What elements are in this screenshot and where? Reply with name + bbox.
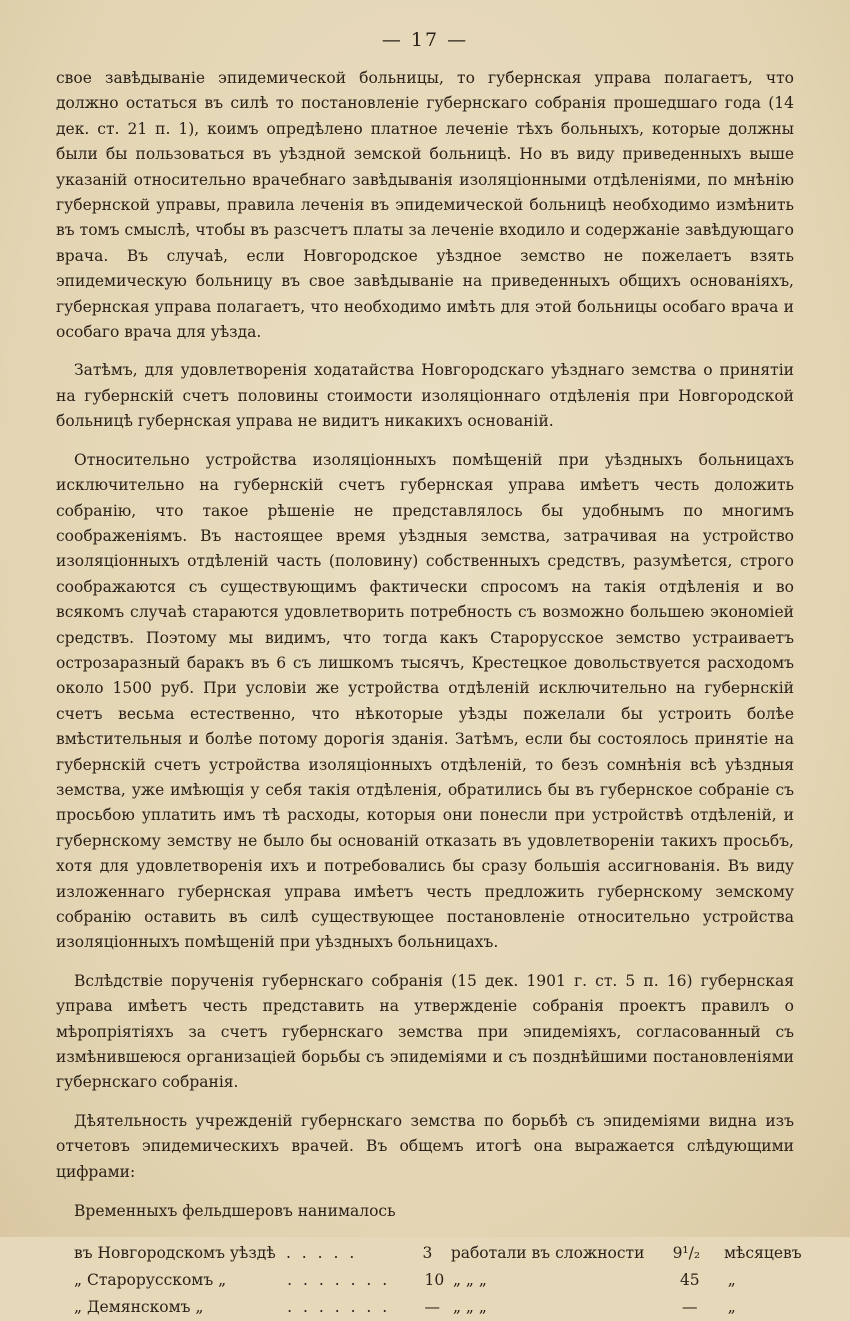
stats-months: —: [682, 1298, 698, 1317]
stats-unit: „: [727, 1298, 736, 1317]
stats-months: 9¹/₂: [672, 1244, 701, 1263]
paragraph-3: Относительно устройства изоляціонныхъ помѣщеній при уѣздныхъ больницахъ исключительно на губернскій счетъ губернская управа имѣетъ честь доложить собранію, что такое рѣшеніе не представлялось бы удобнымъ по многимъ соображеніямъ. Въ настоящее время уѣздныя земства, затрачивая на устройство изоляціонныхъ отдѣленій часть (половину) собственныхъ средствъ, разумѣется, строго соображаются съ существующимъ фактически спросомъ на такія отдѣленія и во всякомъ случаѣ стараются удовлетворить потребность съ возможно большею экономіей средствъ. Поэтому мы видимъ, что тогда какъ Старорусское земство устраиваетъ острозаразный баракъ въ 6 съ лишкомъ тысячъ, Крестецкое довольствуется расходомъ около 1500 руб. При условіи же устройства отдѣленій исключительно на губернскій счетъ весьма естественно, что нѣкоторые уѣзды пожелали бы устроить болѣе вмѣстительныя и болѣе потому дорогія зданія. Затѣмъ, если бы состоялось принятіе на губернскій счетъ устройства изоляціонныхъ отдѣленій, то безъ сомнѣнія всѣ уѣздныя земства, уже имѣющія у себя такія отдѣленія, обратились бы въ губернское собраніе съ просьбою уплатить имъ тѣ расходы, которыя они понесли при устройствѣ отдѣленій, и губернскому земству не было бы основаній отказать въ удовлетвореніи такихъ просьбъ, хотя для удовлетворенія ихъ и потребовались бы сразу большія ассигнованія. Въ виду изложеннаго губернская управа имѣетъ честь предложить губернскому земскому собранію оставить въ силѣ существующее постановленіе относительно устройства изоляціонныхъ помѣщеній при уѣздныхъ больницахъ.: [56, 450, 794, 952]
stats-row: [74, 1294, 794, 1321]
stats-unit: „: [727, 1271, 736, 1290]
paragraph-1: свое завѣдываніе эпидемической больницы, то губернская управа полагаетъ, что должно остаться въ силѣ то постановленіе губернскаго собранія прошедшаго года (14 дек. ст. 21 п. 1), коимъ опредѣлено платное леченіе тѣхъ больныхъ, которые должны были бы пользоваться въ уѣздной земской больницѣ. Но въ виду приведенныхъ выше указаній относительно врачебнаго завѣдыванія изоляціонными отдѣленіями, по мнѣнію губернской управы, правила леченія въ эпидемической больницѣ необходимо измѣнить въ томъ смыслѣ, чтобы въ разсчетъ платы за леченіе входило и содержаніе завѣдующаго врача. Въ случаѣ, если Новгородское уѣздное земство не пожелаетъ взять эпидемическую больницу въ свое завѣдываніе на приведенныхъ общихъ основаніяхъ, губернская управа полагаетъ, что необходимо имѣть для этой больницы особаго врача и особаго врача для уѣзда.: [56, 69, 794, 342]
stats-worked: „ „ „: [452, 1298, 487, 1317]
stats-leader-dots: . . . . .: [285, 1244, 358, 1263]
stats-worked: „ „ „: [452, 1271, 487, 1290]
paragraph-5: Дѣятельность учрежденій губернскаго земства по борьбѣ съ эпидеміями видна изъ отчетовъ эпидемическихъ врачей. Въ общемъ итогѣ она выражается слѣдующими цифрами:: [56, 1111, 794, 1181]
stats-months: 45: [679, 1271, 700, 1290]
paragraph-2: Затѣмъ, для удовлетворенія ходатайства Новгородскаго уѣзднаго земства о принятіи на губернскій счетъ половины стоимости изоляціоннаго отдѣленія при Новгородской больницѣ губернская управа не видитъ никакихъ основаній.: [56, 361, 794, 431]
stats-worked: работали въ сложности: [450, 1244, 645, 1263]
stats-district: въ Новгородскомъ уѣздѣ: [74, 1244, 276, 1263]
stats-count: —: [424, 1298, 441, 1317]
stats-district: „ Демянскомъ „: [74, 1298, 204, 1317]
paragraph-4: Вслѣдствіе порученія губернскаго собранія (15 дек. 1901 г. ст. 5 п. 16) губернская управа имѣетъ честь представить на утвержденіе собранія проектъ правилъ о мѣропріятіяхъ за счетъ губернскаго земства при эпидеміяхъ, согласованный съ измѣнившеюся организаціей борьбы съ эпидеміями и съ позднѣйшими постановленіями губернскаго собранія.: [56, 971, 794, 1092]
stats-row: [74, 1240, 802, 1267]
stats-leader-dots: . . . . . . .: [287, 1298, 391, 1317]
stats-leader-dots: . . . . . . .: [287, 1271, 391, 1290]
stats-unit: мѣсяцевъ: [724, 1244, 802, 1263]
stats-district: „ Старорусскомъ „: [74, 1271, 227, 1290]
stats-heading: Временныхъ фельдшеровъ нанималось: [74, 1202, 396, 1221]
stats-count: 10: [424, 1271, 445, 1290]
stats-row: [74, 1267, 794, 1294]
stats-table: [74, 1240, 802, 1321]
page-number: — 17 —: [381, 29, 469, 51]
stats-count: 3: [422, 1244, 433, 1263]
